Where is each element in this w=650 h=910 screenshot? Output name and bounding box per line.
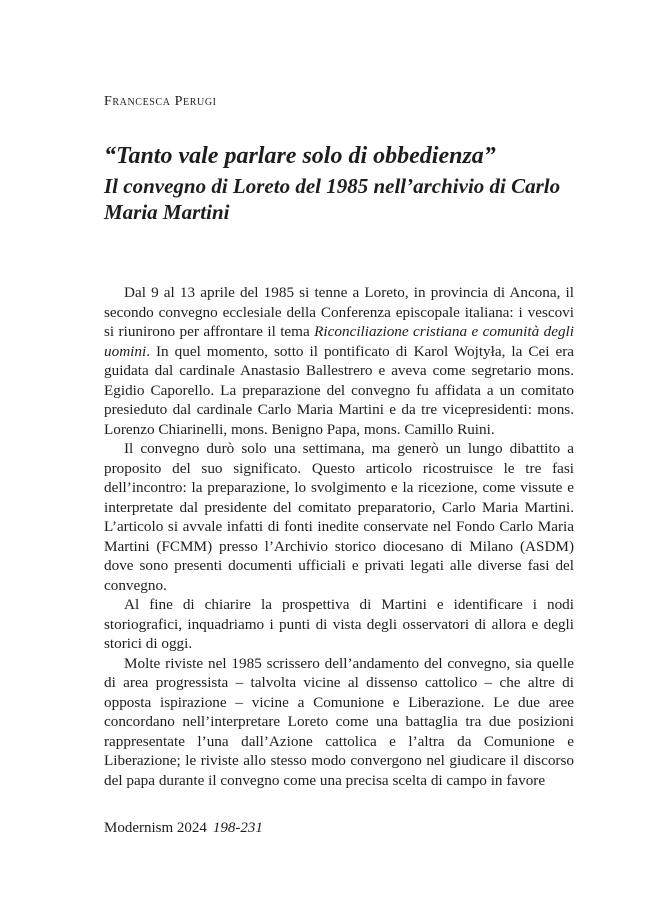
- author-name: Francesca Perugi: [104, 94, 217, 109]
- italic-phrase: Riconciliazione cristiana e comunità degli uomini: [104, 323, 574, 360]
- body-paragraph: [104, 439, 574, 595]
- article-subtitle: Il convegno di Loreto del 1985 nell’archivio di Carlo Maria Martini: [104, 174, 561, 224]
- page-range: 198-231: [212, 820, 263, 836]
- article-title: “Tanto vale parlare solo di obbedienza”: [104, 143, 496, 169]
- article-body: [104, 283, 574, 790]
- page-footer: [104, 820, 263, 837]
- text-run: Al fine di chiarire la prospettiva di Martini e identificare i nodi storiografici, inquadriamo i punti di vista degli osservatori di allora e degli storici di oggi.: [104, 596, 574, 652]
- text-run: Dal 9 al 13 aprile del 1985 si tenne a Loreto, in provincia di Ancona, il secondo convegno ecclesiale della Conferenza episcopale italiana: i vescovi si riunirono per affrontare il tema: [104, 284, 574, 340]
- journal-name: Modernism 2024: [104, 820, 207, 836]
- body-paragraph: [104, 654, 574, 791]
- text-run: Molte riviste nel 1985 scrissero dell’andamento del convegno, sia quelle di area progressista – talvolta vicine al dissenso cattolico – che altre di opposta ispirazione – vicine a Comunione e Liberazione. Le due aree concordano nell’interpretare Loreto come una battaglia tra due posizioni rappresentate l’una dall’Azione cattolica e l’altra da Comunione e Liberazione; le riviste allo stesso modo convergono nel giudicare il discorso del papa durante il convegno come una precisa scelta di campo in favore: [104, 654, 574, 789]
- text-run: . In quel momento, sotto il pontificato di Karol Wojtyła, la Cei era guidata dal cardinale Anastasio Ballestrero e aveva come segretario mons. Egidio Caporello. La preparazione del convegno fu affidata a un comitato presieduto dal cardinale Carlo Maria Martini e da tre vicepresidenti: mons. Lorenzo Chiarinelli, mons. Benigno Papa, mons. Camillo Ruini.: [104, 342, 574, 438]
- body-paragraph: [104, 283, 574, 439]
- body-paragraph: [104, 595, 574, 654]
- text-run: Il convegno durò solo una settimana, ma generò un lungo dibattito a proposito del suo significato. Questo articolo ricostruisce le tre fasi dell’incontro: la preparazione, lo svolgimento e la ricezione, come vissute e interpretate dal presidente del comitato preparatorio, Carlo Maria Martini. L’articolo si avvale infatti di fonti inedite conservate nel Fondo Carlo Maria Martini (FCMM) presso l’Archivio storico diocesano di Milano (ASDM) dove sono presenti documenti ufficiali e privati legati alle diverse fasi del convegno.: [104, 440, 574, 594]
